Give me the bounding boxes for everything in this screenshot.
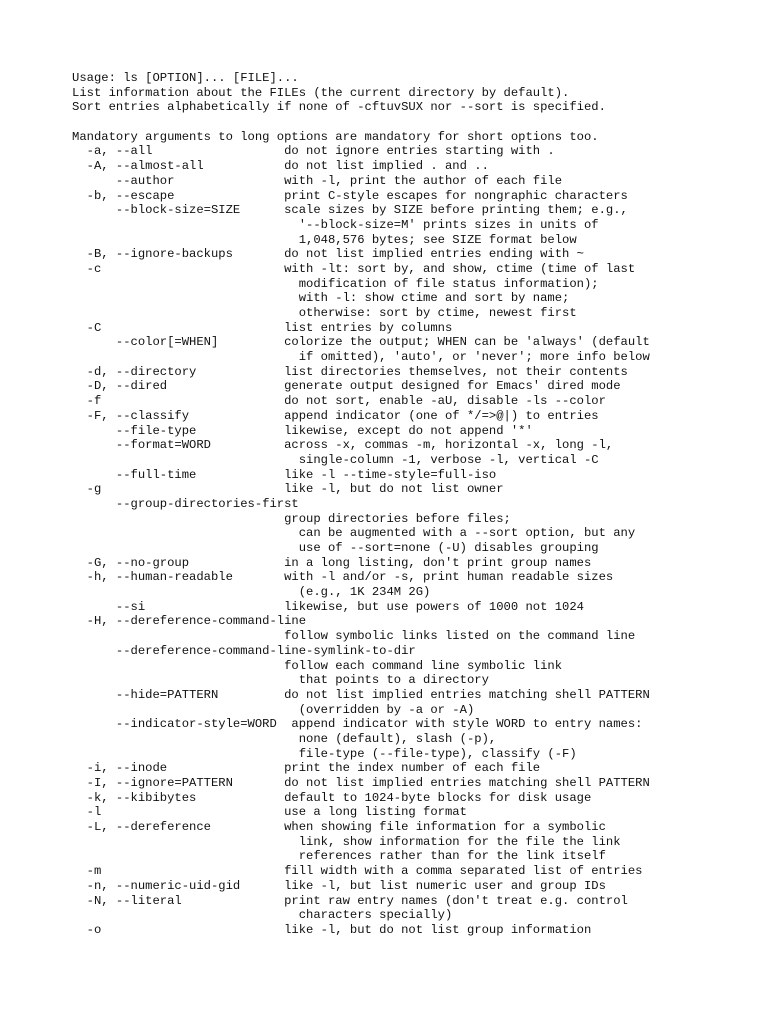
text-line: -C list entries by columns: [72, 320, 453, 335]
text-line: -H, --dereference-command-line: [72, 614, 307, 629]
text-line: -m fill width with a comma separated list of entries: [72, 864, 643, 879]
text-line: follow symbolic links listed on the command line: [72, 629, 636, 644]
text-line: otherwise: sort by ctime, newest first: [72, 306, 577, 320]
text-line: [72, 115, 762, 130]
text-line: Sort entries alphabetically if none of -cftuvSUX nor --sort is specified.: [72, 100, 606, 115]
text-line: -c with -lt: sort by, and show, ctime (time of last: [72, 261, 636, 276]
text-line: with -l: show ctime and sort by name;: [72, 291, 570, 306]
text-line: (e.g., 1K 234M 2G): [72, 585, 431, 600]
text-line: group directories before files;: [72, 511, 511, 526]
text-line: can be augmented with a --sort option, but any: [72, 526, 636, 541]
text-line: -g like -l, but do not list owner: [72, 482, 504, 497]
text-line: '--block-size=M' prints sizes in units of: [72, 217, 599, 232]
text-line: -i, --inode print the index number of each file: [72, 761, 541, 776]
text-line: -k, --kibibytes default to 1024-byte blocks for disk usage: [72, 790, 592, 805]
text-line: -D, --dired generate output designed for Emacs' dired mode: [72, 379, 621, 394]
text-line: characters specially): [72, 908, 453, 923]
text-line: -A, --almost-all do not list implied . and ..: [72, 159, 489, 174]
text-line: (overridden by -a or -A): [72, 702, 475, 717]
text-line: --dereference-command-line-symlink-to-dir: [72, 643, 416, 658]
text-line: -L, --dereference when showing file information for a symbolic: [72, 820, 606, 835]
text-line: --hide=PATTERN do not list implied entries matching shell PATTERN: [72, 687, 650, 702]
text-line: link, show information for the file the link: [72, 834, 621, 849]
text-line: none (default), slash (-p),: [72, 731, 497, 746]
text-line: -h, --human-readable with -l and/or -s, print human readable sizes: [72, 570, 614, 585]
text-line: follow each command line symbolic link: [72, 658, 563, 673]
man-page-text: [72, 71, 762, 938]
text-line: --color[=WHEN] colorize the output; WHEN can be 'always' (default: [72, 335, 650, 350]
text-line: --author with -l, print the author of each file: [72, 173, 563, 188]
text-line: -l use a long listing format: [72, 805, 467, 820]
text-line: -o like -l, but do not list group information: [72, 922, 592, 937]
text-line: if omitted), 'auto', or 'never'; more info below: [72, 350, 650, 365]
text-line: references rather than for the link itself: [72, 849, 606, 864]
text-line: single-column -1, verbose -l, vertical -C: [72, 452, 599, 467]
text-line: --indicator-style=WORD append indicator with style WORD to entry names:: [72, 717, 643, 732]
text-line: --full-time like -l --time-style=full-iso: [72, 467, 497, 482]
text-line: -F, --classify append indicator (one of */=>@|) to entries: [72, 408, 599, 423]
text-line: -a, --all do not ignore entries starting with .: [72, 144, 555, 159]
text-line: --group-directories-first: [72, 496, 299, 511]
text-line: that points to a directory: [72, 673, 489, 688]
text-line: List information about the FILEs (the current directory by default).: [72, 85, 570, 100]
text-line: -N, --literal print raw entry names (don't treat e.g. control: [72, 893, 628, 908]
text-line: use of --sort=none (-U) disables grouping: [72, 541, 599, 555]
text-line: --file-type likewise, except do not append '*': [72, 423, 533, 438]
text-line: Mandatory arguments to long options are mandatory for short options too.: [72, 129, 599, 144]
text-line: -G, --no-group in a long listing, don't print group names: [72, 555, 592, 570]
text-line: -b, --escape print C-style escapes for nongraphic characters: [72, 188, 628, 203]
text-line: modification of file status information);: [72, 276, 599, 291]
text-line: --si likewise, but use powers of 1000 not 1024: [72, 599, 584, 614]
text-line: -f do not sort, enable -aU, disable -ls --color: [72, 394, 606, 409]
text-line: 1,048,576 bytes; see SIZE format below: [72, 232, 577, 247]
text-line: -B, --ignore-backups do not list implied entries ending with ~: [72, 247, 584, 262]
text-line: -I, --ignore=PATTERN do not list implied entries matching shell PATTERN: [72, 776, 650, 790]
text-line: -d, --directory list directories themselves, not their contents: [72, 364, 628, 379]
text-line: Usage: ls [OPTION]... [FILE]...: [72, 71, 299, 85]
text-line: file-type (--file-type), classify (-F): [72, 746, 577, 761]
text-line: --format=WORD across -x, commas -m, horizontal -x, long -l,: [72, 438, 614, 453]
text-line: --block-size=SIZE scale sizes by SIZE before printing them; e.g.,: [72, 203, 628, 218]
text-line: -n, --numeric-uid-gid like -l, but list numeric user and group IDs: [72, 878, 606, 893]
